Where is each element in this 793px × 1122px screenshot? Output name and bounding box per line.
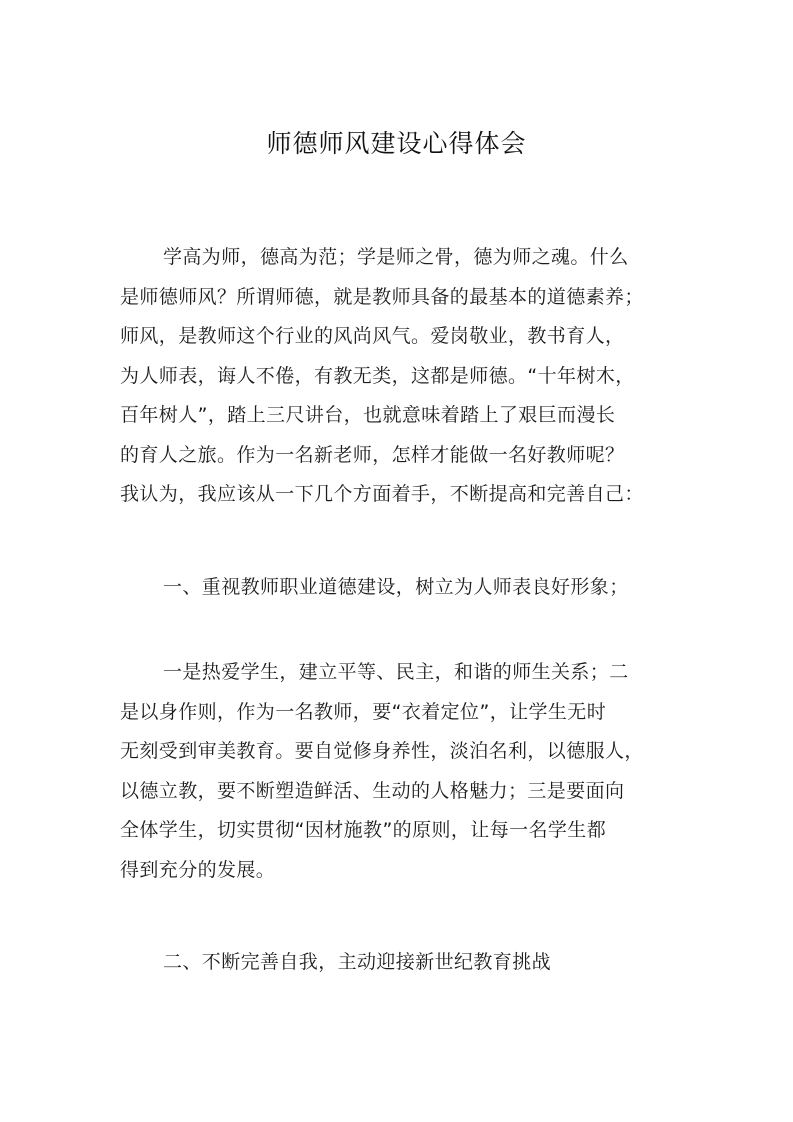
paragraph-1-line-2: 是师德师风？所谓师德，就是教师具备的最基本的道德素养；: [120, 286, 644, 308]
paragraph-2-line-1: 一是热爱学生，建立平等、民主，和谐的师生关系；二: [163, 661, 629, 683]
section-heading-1: 一、重视教师职业道德建设，树立为人师表良好形象；: [163, 576, 629, 598]
paragraph-2-line-3: 无刻受到审美教育。要自觉修身养性，淡泊名利，以德服人，: [120, 740, 644, 762]
paragraph-1-line-4: 为人师表，诲人不倦，有教无类，这都是师德。“十年树木，: [120, 365, 635, 387]
paragraph-1-line-3: 师风，是教师这个行业的风尚风气。爱岗敬业，教书育人，: [120, 325, 625, 347]
paragraph-2-line-4: 以德立教，要不断塑造鲜活、生动的人格魅力；三是要面向: [120, 780, 625, 802]
document-title: 师德师风建设心得体会: [266, 129, 527, 158]
paragraph-2-line-2: 是以身作则，作为一名教师，要“衣着定位”，让学生无时: [120, 701, 607, 723]
paragraph-2-line-6: 得到充分的发展。: [120, 859, 276, 881]
paragraph-1-line-5: 百年树人”，踏上三尺讲台，也就意味着踏上了艰巨而漫长: [120, 404, 616, 426]
paragraph-1-line-1: 学高为师，德高为范；学是师之骨，德为师之魂。什么: [163, 246, 629, 268]
section-heading-2: 二、不断完善自我，主动迎接新世纪教育挑战: [163, 951, 552, 973]
paragraph-2-line-5: 全体学生，切实贯彻“因材施教”的原则，让每一名学生都: [120, 819, 607, 841]
paragraph-1-line-6: 的育人之旅。作为一名新老师，怎样才能做一名好教师呢？: [120, 444, 625, 466]
paragraph-1-line-7: 我认为，我应该从一下几个方面着手，不断提高和完善自己：: [120, 483, 644, 505]
